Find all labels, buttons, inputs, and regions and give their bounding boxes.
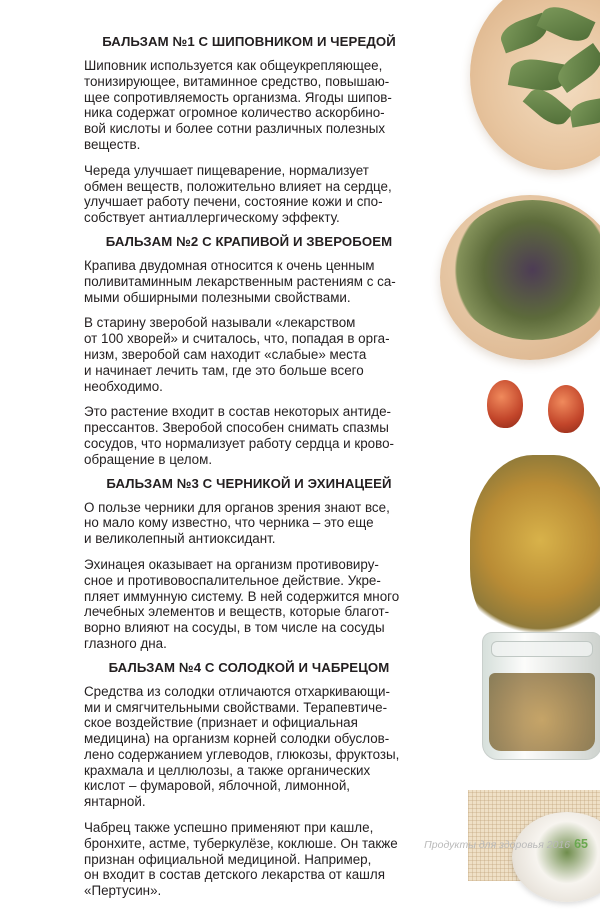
glass-jar-herbs-image [482, 632, 600, 760]
jar-neck [491, 641, 593, 657]
wooden-spoon-dried-herbs-image [440, 195, 600, 360]
section-heading: БАЛЬЗАМ №3 С ЧЕРНИКОЙ И ЭХИНАЦЕЕЙ [106, 475, 392, 491]
paragraph: Это растение входит в состав некоторых антиде- прессантов. Зверобой способен снимать спазмы сосудов, что нормализует работу сердца и крово- обращение в целом. [84, 404, 394, 467]
rosehip-berries-image [487, 380, 523, 428]
dried-herb-pile-image [470, 455, 600, 645]
paragraph: О пользе черники для органов зрения знают все, но мало кому известно, что черника – это еще и великолепный антиоксидант. [84, 499, 390, 547]
page-footer [424, 837, 588, 851]
wooden-spoon-green-leaves-image [470, 0, 600, 170]
paragraph: Череда улучшает пищеварение, нормализует обмен веществ, положительно влияет на сердце, улучшает работу печени, состояние кожи и спо- собствует антиаллергическому эффекту. [84, 162, 392, 226]
balm-section-2 [84, 234, 414, 468]
page-number: 65 [574, 837, 588, 851]
balm-section-1 [84, 34, 414, 226]
paragraph: Крапива двудомная относится к очень ценным поливитаминным лекарственным растениям с са- мыми обширными полезными свойствами. [84, 257, 396, 305]
paragraph: В старину зверобой называли «лекарством от 100 хворей» и считалось, что, попадая в орга- низм, зверобой сам находит «слабые» места и начинает лечить там, где это больше всего необходимо. [84, 315, 390, 394]
article-body [84, 34, 414, 909]
magazine-title: Продукты для здоровья 2016 [424, 839, 571, 851]
paragraph: Чабрец также успешно применяют при кашле, бронхите, астме, туберкулёзе, коклюше. Он также признан официальной медициной. Например, он входит в состав детского лекарства от кашля «Пертусин». [84, 820, 398, 899]
jar-contents [489, 673, 595, 751]
rosehip-berries-image [548, 385, 584, 433]
section-heading: БАЛЬЗАМ №2 С КРАПИВОЙ И ЗВЕРОБОЕМ [105, 233, 393, 249]
balm-section-3 [84, 476, 414, 652]
section-heading: БАЛЬЗАМ №1 С ШИПОВНИКОМ И ЧЕРЕДОЙ [102, 34, 396, 49]
paragraph: Средства из солодки отличаются отхаркивающи- ми и смягчительными свойствами. Терапевтиче- ское воздействие (признает и официальная медицина) на организм корней солодки обуслов- лено содержанием углеводов, глюкозы, фруктозы, крахмала и целлюлозы, а также органических кислот – фумаровой, яблочной, лимонной, янтарной. [84, 683, 400, 810]
section-heading: БАЛЬЗАМ №4 С СОЛОДКОЙ И ЧАБРЕЦОМ [108, 659, 390, 675]
paragraph: Шиповник используется как общеукрепляющее, тонизирующее, витаминное средство, повышаю- щее сопротивляемость организма. Ягоды шипов- ника содержат огромное количество аскорбино- вой кислоты и более сотни различных полезных веществ. [84, 58, 392, 152]
balm-section-4 [84, 660, 414, 899]
paragraph: Эхинацея оказывает на организм противовиру- сное и противовоспалительное действие. Укре- пляет иммунную систему. В ней содержится много лечебных элементов и веществ, которые благот- ворно влияют на сосуды, в том числе на сосуды глазного дна. [84, 556, 400, 651]
